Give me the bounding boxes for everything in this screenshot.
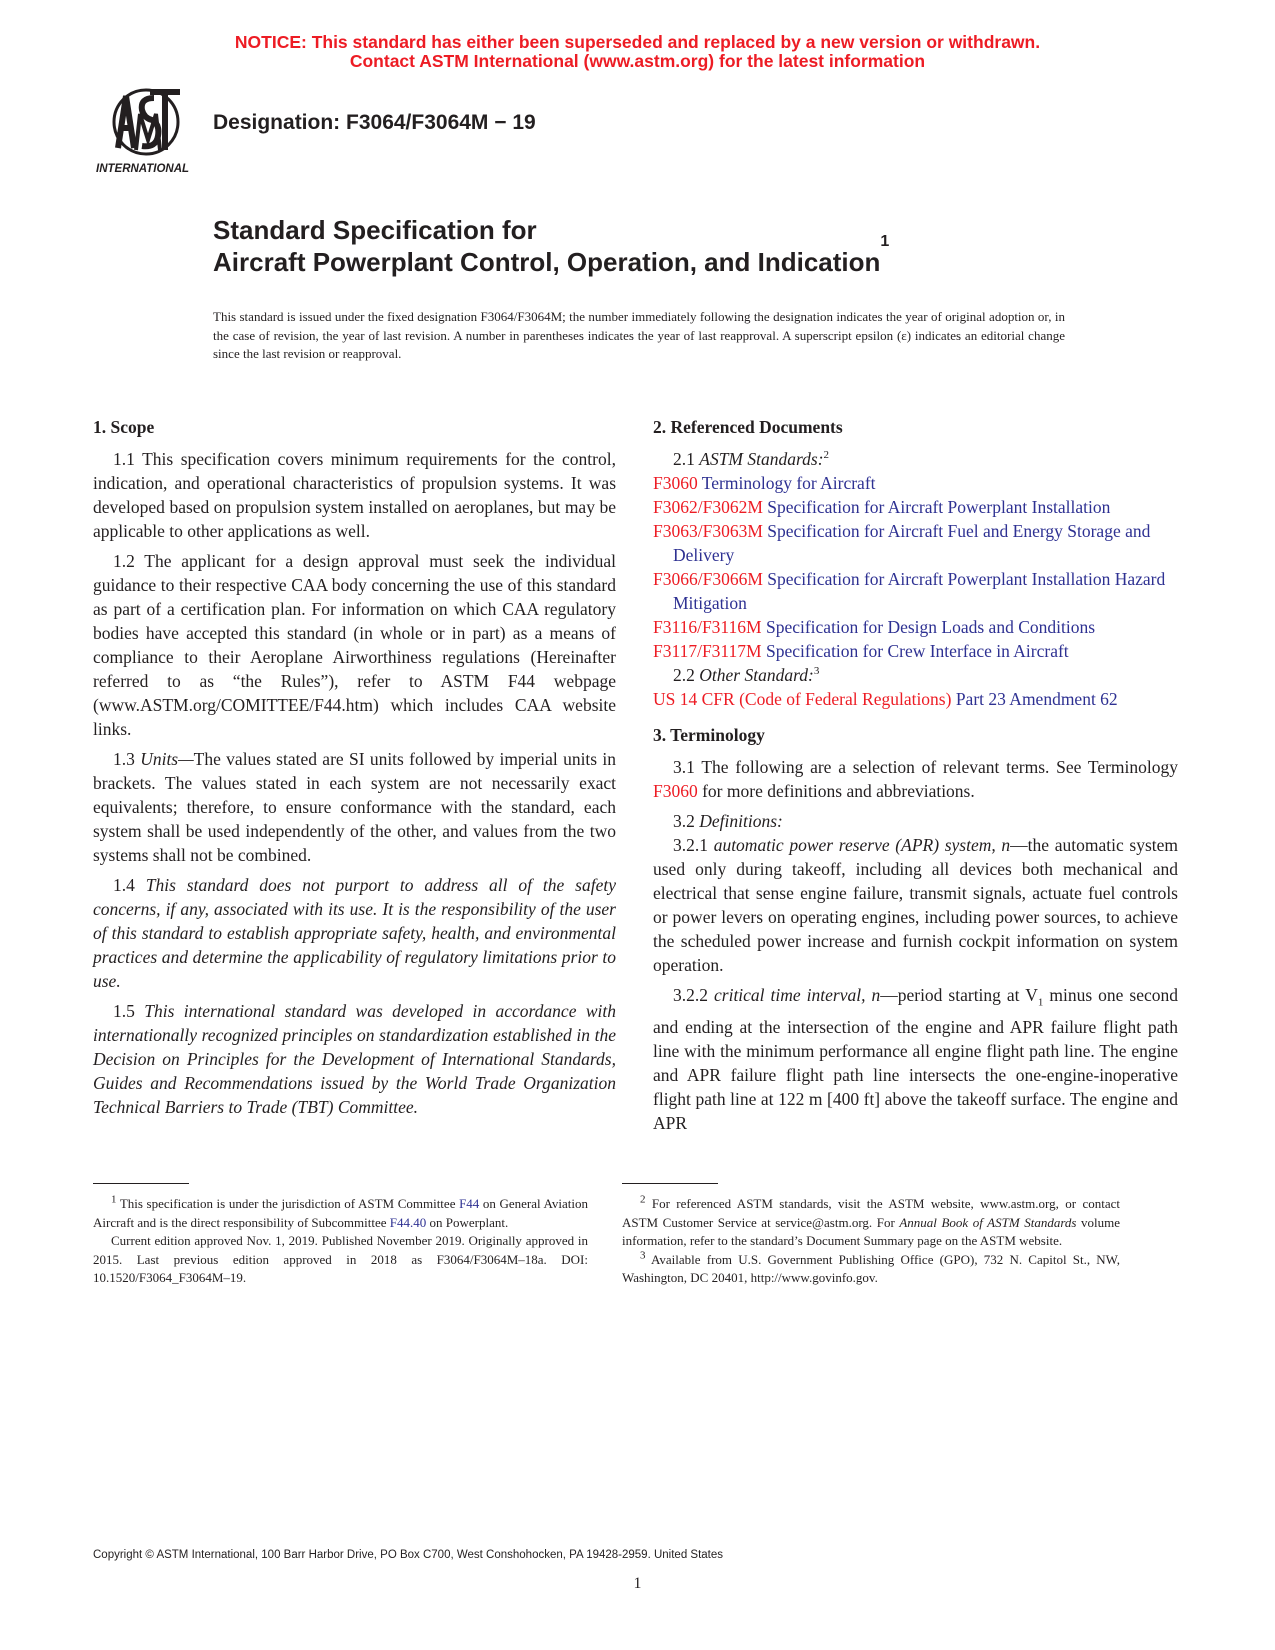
para-1-1: 1.1 This specification covers minimum requirements for the control, indication, and operational characteristics of propulsion systems. It was developed based on propulsion system installed on aeroplanes, but may be applicable to other applications as well. [93, 449, 616, 541]
terminology-link[interactable]: F3060 [653, 781, 698, 801]
ref-item[interactable]: F3062/F3062M Specification for Aircraft Powerplant Installation [653, 497, 1111, 517]
para-1-3: 1.3 Units—The values stated are SI units followed by imperial units in brackets. The values stated in each system are not necessarily exact equivalents; therefore, to ensure conformance with the standard, each system shall be used independently of the other, and values from the two systems shall not be combined. [93, 749, 617, 865]
designation: Designation: F3064/F3064M − 19 [213, 111, 536, 134]
section-scope-heading: 1. Scope [93, 417, 155, 437]
title-line-2: Aircraft Powerplant Control, Operation, and Indication$^1$ [213, 233, 890, 277]
notice-line-1: NOTICE: This standard has either been superseded and replaced by a new version or withdrawn. [234, 32, 1041, 52]
footnote-rule-left [93, 1183, 189, 1184]
f44-40-link[interactable]: F44.40 [389, 1214, 427, 1230]
para-1-2: 1.2 The applicant for a design approval must seek the individual guidance to their respective CAA body concerning the use of this standard as part of a certification plan. For information on which CAA regulatory bodies have accepted this standard (in whole or in part) as a means of compliance to their Aeroplane Airworthiness regulations (Hereinafter referred to as “the Rules”), refer to ASTM F44 webpage (www.ASTM.org/COMITTEE/F44.htm) which includes CAA website links. [93, 551, 616, 739]
footnote-rule-right [622, 1183, 718, 1184]
right-column [653, 415, 1178, 1141]
logo-wordmark: INTERNATIONAL [96, 163, 190, 175]
title-line-1: Standard Specification for [213, 215, 537, 245]
para-2-1: 2.1 ASTM Standards:$^2$ [673, 449, 830, 469]
para-3-2-2: 3.2.2 critical time interval, n—period starting at $V_1$ minus one second and ending at the intersection of the engine and APR failure flight path line with the minimum performance all engine flight path line. The engine and APR failure flight path line intersects the one-engine-inoperative flight path line at 122 m [400 ft] above the takeoff surface. The engine and APR [653, 985, 1178, 1133]
footnote-3: $^3$ Available from U.S. Government Publishing Office (GPO), 732 N. Capitol St., NW, Washington, DC 20401, http://www.govinfo.gov. [622, 1249, 1120, 1285]
standard-title [213, 214, 889, 278]
footnote-current-edition: Current edition approved Nov. 1, 2019. Published November 2019. Originally approved in 2015. Last previous edition approved in 2018 as F3064/F3064M–18a. DOI: 10.1520/F3064_F3064M–19. [93, 1233, 588, 1285]
ref-item[interactable]: F3060 Terminology for Aircraft [653, 473, 876, 493]
copyright: Copyright © ASTM International, 100 Barr Harbor Drive, PO Box C700, West Conshohocken, PA 19428-2959. United States [93, 1549, 724, 1561]
ref-item[interactable]: F3117/F3117M Specification for Crew Interface in Aircraft [653, 641, 1069, 661]
ref-item[interactable]: F3066/F3066M Specification for Aircraft Powerplant Installation Hazard Mitigation [653, 569, 1166, 613]
section-referenced-heading: 2. Referenced Documents [653, 417, 843, 437]
ref-item[interactable]: F3063/F3063M Specification for Aircraft Fuel and Energy Storage and Delivery [653, 521, 1151, 565]
ref-item-cfr[interactable]: US 14 CFR (Code of Federal Regulations) Part 23 Amendment 62 [653, 689, 1118, 709]
withdrawal-notice [0, 33, 1275, 71]
ref-item[interactable]: F3116/F3116M Specification for Design Loads and Conditions [653, 617, 1096, 637]
footnote-2: $^2$ For referenced ASTM standards, visit the ASTM website, www.astm.org, or contact ASTM Customer Service at service@astm.org. For Annual Book of ASTM Standards volume information, refer to the standard’s Document Summary page on the ASTM website. [622, 1193, 1121, 1248]
page-number: 1 [633, 1575, 642, 1592]
astm-logo [96, 84, 196, 180]
para-3-1: 3.1 The following are a selection of relevant terms. See Terminology F3060 for more definitions and abbreviations. [653, 757, 1178, 801]
section-terminology-heading: 3. Terminology [653, 725, 765, 745]
para-3-2: 3.2 Definitions: [673, 811, 783, 831]
notice-line-2: Contact ASTM International (www.astm.org) for the latest information [349, 51, 926, 71]
f44-link[interactable]: F44 [459, 1196, 480, 1211]
footnotes-left [93, 1195, 588, 1288]
para-2-2: 2.2 Other Standard:$^3$ [673, 665, 820, 685]
issued-note: This standard is issued under the fixed designation F3064/F3064M; the number immediately following the designation indicates the year of original adoption or, in the case of revision, the year of last revision. A number in parentheses indicates the year of last reapproval. A superscript epsilon (ε) indicates an editorial change since the last revision or reapproval. [213, 309, 1065, 361]
para-1-5: 1.5 This international standard was developed in accordance with internationally recognized principles on standardization established in the Decision on Principles for the Development of International Standards, Guides and Recommendations issued by the World Trade Organization Technical Barriers to Trade (TBT) Committee. [93, 1001, 617, 1117]
left-column [93, 415, 616, 1125]
footnote-1: $^1$ This specification is under the jurisdiction of ASTM Committee F44 on General Aviation Aircraft and is the direct responsibility of Subcommittee F44.40 on Powerplant. [93, 1193, 589, 1230]
para-1-4: 1.4 This standard does not purport to address all of the safety concerns, if any, associated with its use. It is the responsibility of the user of this standard to establish appropriate safety, health, and environmental practices and determine the applicability of regulatory limitations prior to use. [93, 875, 616, 991]
title-footnote-ref[interactable]: 1 [880, 233, 890, 250]
para-3-2-1: 3.2.1 automatic power reserve (APR) system, n—the automatic system used only during takeoff, including all devices both mechanical and electrical that sense engine failure, transmit signals, actuate fuel controls or power levers on operating engines, including power sources, to achieve the scheduled power increase and furnish cockpit information on system operation. [653, 835, 1178, 975]
footnotes-right [622, 1195, 1120, 1288]
